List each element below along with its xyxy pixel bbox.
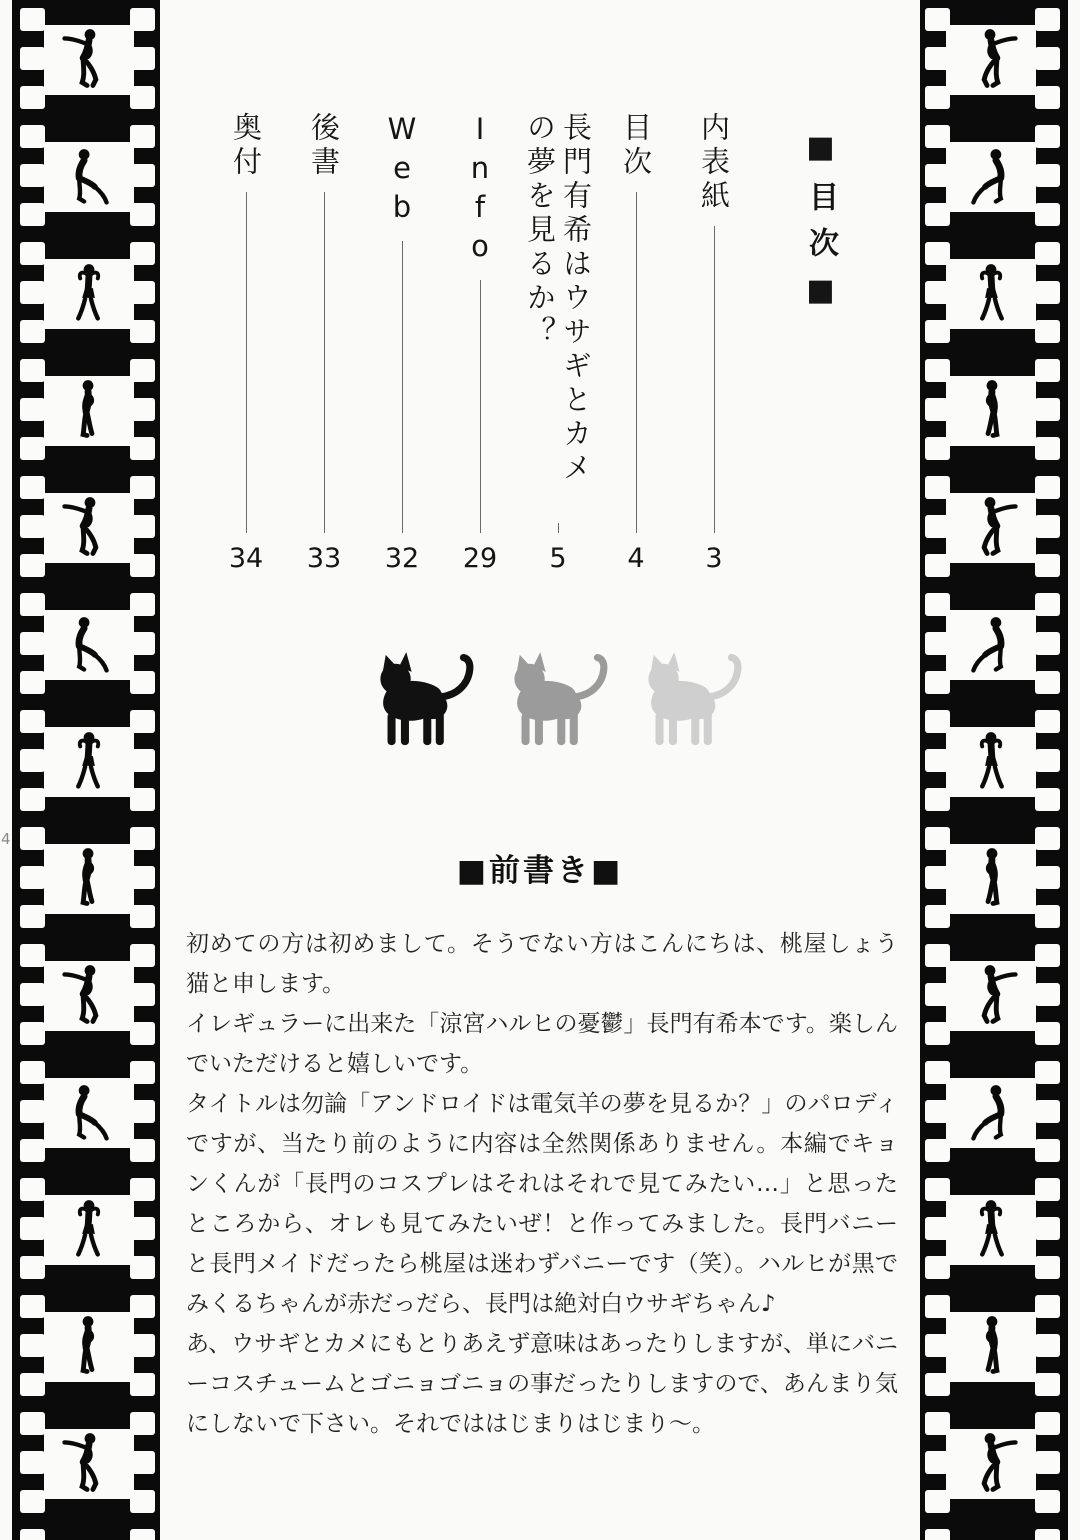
dancer-silhouette-icon [946,25,1036,95]
sprocket-hole [1035,1529,1060,1540]
dancer-silhouette-icon [946,259,1036,329]
sprocket-hole [1035,1217,1060,1240]
toc-item-label: 内表紙 [697,112,731,214]
toc-item-page-number: 29 [462,543,498,574]
dancer-silhouette-icon [44,1078,134,1148]
sprocket-hole [20,1022,45,1045]
sprocket-hole [20,242,45,265]
film-frame [946,142,1036,212]
sprocket-hole [20,554,45,577]
dancer-silhouette-icon [946,1195,1036,1265]
sprocket-hole [20,1061,45,1084]
toc-item-1 [696,112,732,574]
toc-leader-line [402,241,403,533]
sprocket-hole [1035,1373,1060,1396]
dancer-silhouette-icon [44,610,134,680]
sprocket-hole [20,476,45,499]
sprocket-hole [1035,320,1060,343]
dancer-silhouette-icon [946,727,1036,797]
sprocket-hole [20,905,45,928]
film-strip-left [12,0,160,1540]
film-frame [946,961,1036,1031]
toc-item-page-number: 33 [306,543,342,574]
sprocket-hole [20,86,45,109]
sprocket-hole [1035,1334,1060,1357]
sprocket-hole [1035,515,1060,538]
dancer-silhouette-icon [44,961,134,1031]
dancer-silhouette-icon [44,727,134,797]
sprocket-hole [1035,8,1060,31]
film-frame [44,1078,134,1148]
toc-item-page-number: 32 [384,543,420,574]
sprocket-hole [20,1490,45,1513]
toc-item-label: 後書 [307,112,341,180]
dancer-silhouette-icon [946,961,1036,1031]
sprocket-hole [1035,281,1060,304]
sprocket-hole [1035,1100,1060,1123]
film-frame [946,1078,1036,1148]
sprocket-hole [20,788,45,811]
film-frame [946,844,1036,914]
foreword-heading: ■前書き■ [456,853,624,889]
sprocket-hole [1035,827,1060,850]
film-frame [44,844,134,914]
sprocket-hole [1035,1061,1060,1084]
foreword-paragraph: あ、ウサギとカメにもとりあえず意味はあったりしますが、単にバニーコスチュームとゴニョゴニョの事だったりしますので、あんまり気にしないで下さい。それでははじまりはじまり〜。 [186,1331,898,1437]
sprocket-hole [20,983,45,1006]
toc-leader-line [558,523,559,533]
film-frame [44,610,134,680]
sprocket-hole [20,1256,45,1279]
sprocket-hole [925,1529,950,1540]
film-frame [946,493,1036,563]
sprocket-hole [1035,749,1060,772]
foreword-paragraph: イレギュラーに出来た「涼宮ハルヒの憂鬱」長門有希本です。楽しんでいただけると嬉しいです。 [186,1011,898,1077]
film-frame [44,142,134,212]
sprocket-hole [1035,788,1060,811]
toc-item-label: Info [463,112,497,268]
cat-silhouettes [350,646,752,762]
sprocket-hole [20,866,45,889]
sprocket-hole [1035,866,1060,889]
dancer-silhouette-icon [44,1312,134,1382]
sprocket-hole [1035,710,1060,733]
sprocket-hole [20,1178,45,1201]
toc-item-7 [228,112,264,574]
toc-title [802,112,838,324]
sprocket-hole [1035,554,1060,577]
sprocket-hole [20,47,45,70]
film-frame [44,1312,134,1382]
sprocket-hole [20,437,45,460]
toc-item-page-number: 34 [228,543,264,574]
film-frame [44,961,134,1031]
film-frame [946,376,1036,446]
sprocket-hole [1035,125,1060,148]
sprocket-hole [20,398,45,421]
toc-item-6 [306,112,342,574]
sprocket-hole [1035,437,1060,460]
dancer-silhouette-icon [946,493,1036,563]
sprocket-hole [1035,1295,1060,1318]
sprocket-hole [20,125,45,148]
sprocket-hole [20,1412,45,1435]
cat-icon [618,646,752,762]
dancer-silhouette-icon [44,376,134,446]
dancer-silhouette-icon [946,376,1036,446]
dancer-silhouette-icon [44,844,134,914]
sprocket-hole [1035,671,1060,694]
dancer-silhouette-icon [44,25,134,95]
toc-item-label: 奥付 [229,112,263,180]
dancer-silhouette-icon [44,493,134,563]
sprocket-hole [1035,593,1060,616]
dancer-silhouette-icon [946,1429,1036,1499]
dancer-silhouette-icon [946,844,1036,914]
sprocket-hole [20,320,45,343]
toc-item-5 [384,112,420,574]
toc-item-2 [618,112,654,574]
sprocket-hole [1035,1412,1060,1435]
sprocket-hole [20,1373,45,1396]
dancer-silhouette-icon [44,1429,134,1499]
sprocket-hole [20,1217,45,1240]
toc-item-page-number: 3 [705,543,723,574]
sprocket-hole [20,944,45,967]
sprocket-hole [1035,164,1060,187]
film-frame [44,25,134,95]
sprocket-hole [1035,983,1060,1006]
toc-item-page-number: 4 [627,543,645,574]
table-of-contents [228,112,838,574]
sprocket-hole [20,1100,45,1123]
film-frame [946,25,1036,95]
sprocket-hole [1035,398,1060,421]
dancer-silhouette-icon [946,142,1036,212]
toc-item-3 [523,112,593,574]
sprocket-hole [1035,242,1060,265]
toc-leader-line [246,192,247,533]
sprocket-hole [20,515,45,538]
toc-leader-line [636,192,637,533]
sprocket-hole [20,281,45,304]
film-frame [44,259,134,329]
sprocket-hole [1035,47,1060,70]
sprocket-hole [20,710,45,733]
toc-item-label: Web [385,112,419,229]
toc-item-label: 目次 [619,112,653,180]
film-frame [946,1429,1036,1499]
dancer-silhouette-icon [946,1078,1036,1148]
dancer-silhouette-icon [44,1195,134,1265]
toc-item-4 [462,112,498,574]
film-frame [44,1429,134,1499]
sprocket-hole [1035,905,1060,928]
film-frame [44,1195,134,1265]
sprocket-hole [1035,1139,1060,1162]
sprocket-hole [20,1139,45,1162]
sprocket-hole [130,1529,155,1540]
dancer-silhouette-icon [44,259,134,329]
dancer-silhouette-icon [946,1312,1036,1382]
sprocket-hole [20,1295,45,1318]
dancer-silhouette-icon [946,610,1036,680]
sprocket-hole [1035,359,1060,382]
sprocket-hole [1035,86,1060,109]
page-number-margin: 4 [1,830,11,848]
toc-leader-line [714,226,715,533]
foreword-paragraph: タイトルは勿論「アンドロイドは電気羊の夢を見るか？」のパロディですが、当たり前のように内容は全然関係ありません。本編でキョンくんが「長門のコスプレはそれはそれで見てみたい…」と思ったところから、オレも見てみたいぜ！と作ってみました。長門バニーと長門メイドだったら桃屋は迷わずバニーです（笑）。ハルヒが黒でみくるちゃんが赤だっだら、長門は絶対白ウサギちゃん♪ [186,1091,898,1317]
sprocket-hole [1035,476,1060,499]
sprocket-hole [1035,203,1060,226]
cat-icon [350,646,484,762]
sprocket-hole [20,593,45,616]
toc-leader-line [480,280,481,533]
sprocket-hole [20,8,45,31]
film-strip-right [920,0,1068,1540]
sprocket-hole [1035,1490,1060,1513]
film-frame [946,1195,1036,1265]
sprocket-hole [1035,1022,1060,1045]
film-frame [946,259,1036,329]
sprocket-hole [1035,1178,1060,1201]
sprocket-hole [1035,632,1060,655]
foreword-paragraph: 初めての方は初めまして。そうでない方はこんにちは、桃屋しょう猫と申します。 [186,931,898,997]
sprocket-hole [20,632,45,655]
sprocket-hole [20,671,45,694]
foreword-body [186,924,898,1444]
sprocket-hole [20,1451,45,1474]
sprocket-hole [20,1334,45,1357]
sprocket-hole [20,1529,45,1540]
film-frame [946,727,1036,797]
film-frame [44,727,134,797]
toc-leader-line [324,192,325,533]
toc-title-text: ■目次■ [803,130,838,324]
sprocket-hole [20,359,45,382]
sprocket-hole [20,164,45,187]
film-frame [44,376,134,446]
film-frame [946,610,1036,680]
sprocket-hole [1035,1256,1060,1279]
sprocket-hole [1035,944,1060,967]
toc-item-page-number: 5 [549,543,567,574]
sprocket-hole [20,749,45,772]
film-frame [44,493,134,563]
sprocket-hole [20,827,45,850]
cat-icon [484,646,618,762]
dancer-silhouette-icon [44,142,134,212]
toc-item-label: 長門有希はウサギとカメの夢を見るか？ [523,112,593,486]
sprocket-hole [1035,1451,1060,1474]
film-frame [946,1312,1036,1382]
sprocket-hole [20,203,45,226]
